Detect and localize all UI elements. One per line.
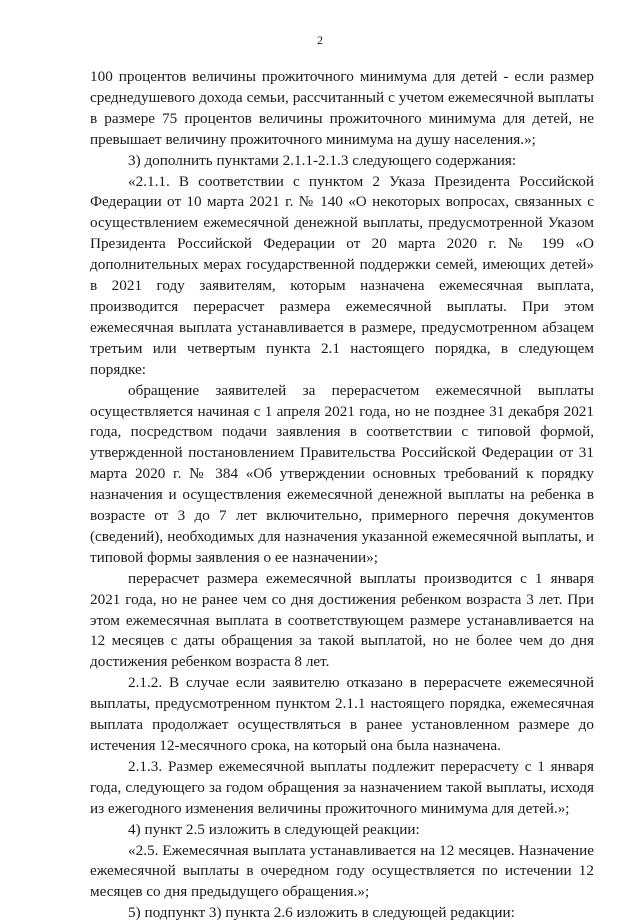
- paragraph-2-1-1: «2.1.1. В соответствии с пунктом 2 Указа Президента Российской Федерации от 10 марта 2021 г. № 140 «О некоторых вопросах, связанных с осуществлением ежемесячной денежной выплаты, предусмотренной Указом Президента Российской Федерации от 20 марта 2020 г. № 199 «О дополнительных мерах государственной поддержки семей, имеющих детей» в 2021 году заявителям, которым назначена ежемесячная выплата, производится перерасчет размера ежемесячной выплаты. При этом ежемесячная выплата устанавливается в размере, предусмотренном абзацем третьим или четвертым пункта 2.1 настоящего порядка, в следующем порядке:: [90, 172, 594, 378]
- paragraph-item-3: 3) дополнить пунктами 2.1.1-2.1.3 следующего содержания:: [128, 151, 517, 169]
- page-number: 2: [317, 33, 323, 47]
- paragraph-recalculation: перерасчет размера ежемесячной выплаты производится с 1 января 2021 года, но не ранее чем со дня достижения ребенком возраста 3 лет. При этом ежемесячная выплата в соответствующем размере устанавливается на 12 месяцев с даты обращения за такой выплатой, но не более чем до дня достижения ребенком возраста 8 лет.: [90, 569, 594, 671]
- paragraph-application-procedure: обращение заявителей за перерасчетом ежемесячной выплаты осуществляется начиная с 1 апреля 2021 года, но не позднее 31 декабря 2021 года, посредством подачи заявления в соответствии с типовой формой, утвержденной постановлением Правительства Российской Федерации от 31 марта 2020 г. № 384 «Об утверждении основных требований к порядку назначения и осуществления ежемесячной денежной выплаты на ребенка в возрасте от 3 до 7 лет включительно, примерного перечня документов (сведений), необходимых для назначения указанной ежемесячной выплаты, и типовой формы заявления о ее назначении»;: [90, 381, 594, 566]
- paragraph-2-1-2: 2.1.2. В случае если заявителю отказано в перерасчете ежемесячной выплаты, предусмотренном пунктом 2.1.1 настоящего порядка, ежемесячная выплата продолжает осуществляться в ранее установленном размере до истечения 12-месячного срока, на который она была назначена.: [90, 674, 594, 754]
- paragraph-continuation: 100 процентов величины прожиточного минимума для детей - если размер среднедушевого дохода семьи, рассчитанный с учетом ежемесячной выплаты в размере 75 процентов величины прожиточного минимума для детей, не превышает величину прожиточного минимума на душу населения.»;: [90, 68, 594, 148]
- paragraph-2-5: «2.5. Ежемесячная выплата устанавливается на 12 месяцев. Назначение ежемесячной выплаты в очередном году осуществляется по истечении 12 месяцев со дня предыдущего обращения.»;: [90, 841, 594, 901]
- paragraph-2-1-3: 2.1.3. Размер ежемесячной выплаты подлежит перерасчету с 1 января года, следующего за годом обращения за назначением такой выплаты, исходя из ежегодного изменения величины прожиточного минимума для детей.»;: [90, 757, 594, 817]
- paragraph-item-4: 4) пункт 2.5 изложить в следующей реакции:: [128, 820, 420, 838]
- paragraph-item-5: 5) подпункт 3) пункта 2.6 изложить в следующей редакции:: [128, 904, 515, 922]
- document-body: [90, 67, 594, 924]
